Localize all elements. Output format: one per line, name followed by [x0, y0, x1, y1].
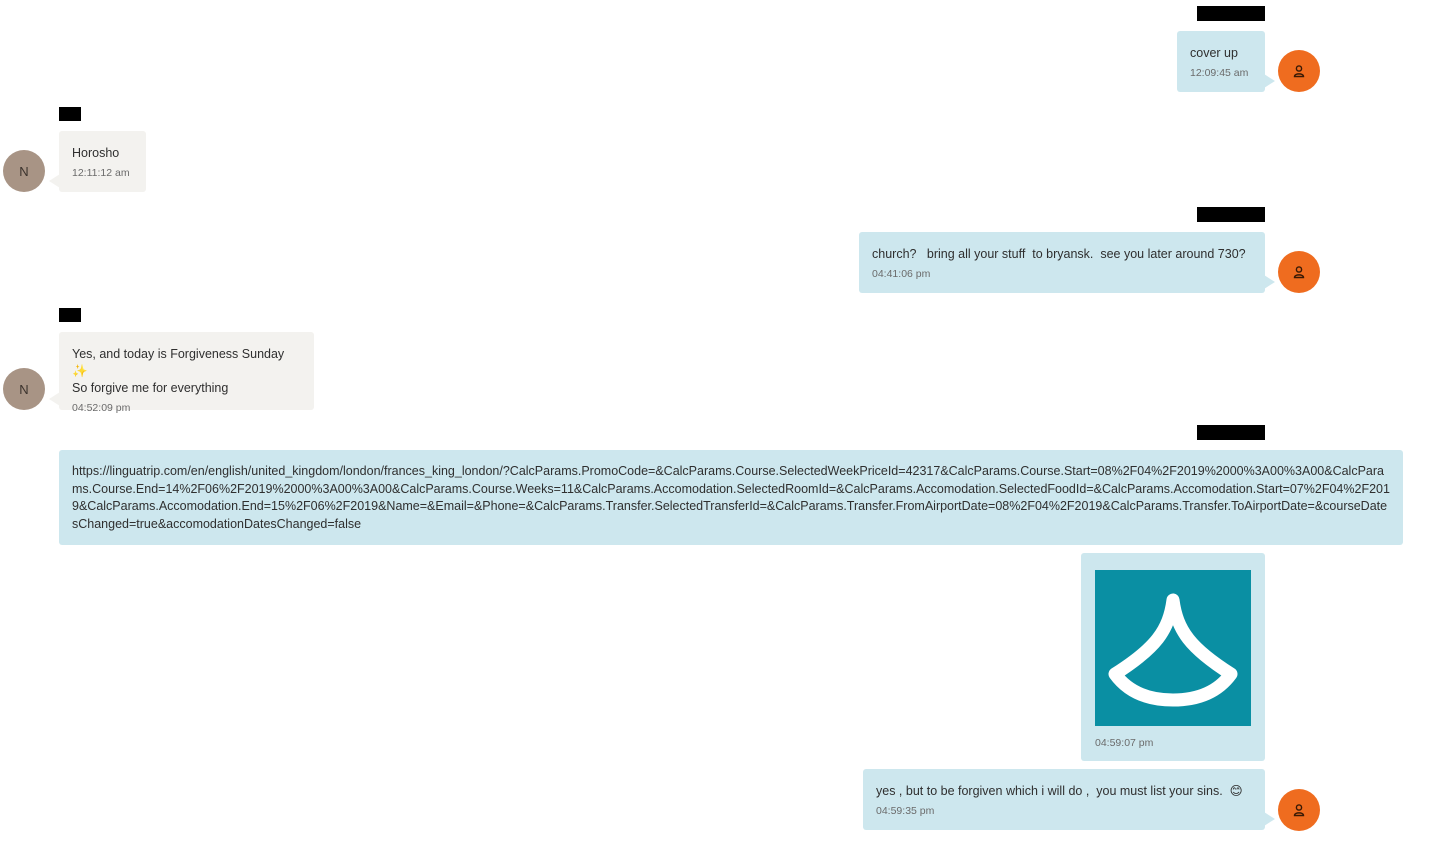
my-avatar[interactable]	[1278, 789, 1320, 831]
user-icon	[1292, 803, 1306, 817]
message-bubble-outgoing[interactable]	[863, 769, 1265, 830]
message-bubble-outgoing-link[interactable]	[59, 450, 1403, 545]
user-icon	[1292, 64, 1306, 78]
contact-avatar[interactable]	[3, 368, 45, 410]
message-timestamp: 04:59:35 pm	[876, 805, 935, 817]
contact-avatar[interactable]	[3, 150, 45, 192]
user-icon	[1292, 265, 1306, 279]
message-timestamp: 12:11:12 am	[72, 167, 130, 179]
avatar-initial: N	[19, 381, 29, 397]
image-attachment[interactable]	[1095, 570, 1251, 726]
redacted-sender-name	[1197, 207, 1265, 222]
redacted-sender-name	[59, 308, 81, 322]
message-text: church? bring all your stuff to bryansk. see you later around 730?	[872, 247, 1246, 261]
my-avatar[interactable]	[1278, 251, 1320, 293]
message-bubble-incoming[interactable]	[59, 332, 314, 414]
message-text: Horosho	[72, 146, 120, 160]
redacted-sender-name	[59, 107, 81, 121]
linguatrip-logo-icon	[1095, 570, 1251, 726]
redacted-sender-name	[1197, 6, 1265, 21]
message-timestamp: 04:59:07 pm	[1095, 737, 1154, 749]
message-timestamp: 04:52:09 pm	[72, 402, 131, 414]
message-link-text[interactable]: https://linguatrip.com/en/english/united_kingdom/london/frances_king_london/?CalcParams.PromoCode=&CalcParams.Course.SelectedWeekPriceId=42317&CalcParams.Course.Start=08%2F04%2F2019%2000%3A00%3A00&CalcParams.Course.End=14%2F06%2F2019%2000%3A00%3A00&CalcParams.Course.Weeks=11&CalcParams.Accomodation.SelectedRoomId=&CalcParams.Accomodation.SelectedFoodId=&CalcParams.Accomodation.Start=07%2F04%2F2019&CalcParams.Accomodation.End=15%2F06%2F2019&Name=&Email=&Phone=&CalcParams.Transfer.SelectedTransferId=&CalcParams.Transfer.FromAirportDate=08%2F04%2F2019&CalcParams.Transfer.ToAirportDate=&courseDatesChanged=true&accomodationDatesChanged=false	[72, 464, 1390, 531]
message-text: Yes, and today is Forgiveness Sunday ✨ So forgive me for everything	[72, 347, 285, 395]
avatar-initial: N	[19, 163, 29, 179]
message-text: yes , but to be forgiven which i will do , you must list your sins. 😊	[876, 784, 1243, 798]
message-bubble-incoming[interactable]	[59, 131, 146, 192]
message-timestamp: 04:41:06 pm	[872, 268, 931, 280]
my-avatar[interactable]	[1278, 50, 1320, 92]
redacted-sender-name	[1197, 425, 1265, 440]
message-text: cover up	[1190, 46, 1238, 60]
message-bubble-attachment[interactable]	[1081, 553, 1265, 761]
message-timestamp: 12:09:45 am	[1190, 67, 1249, 79]
message-bubble-outgoing[interactable]	[859, 232, 1265, 293]
message-bubble-outgoing[interactable]	[1177, 31, 1265, 92]
